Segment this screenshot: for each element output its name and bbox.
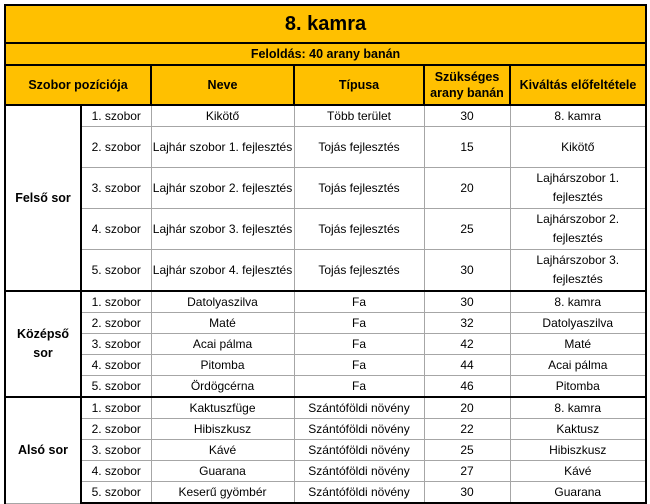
table-row (5, 440, 646, 461)
unlock-prerequisite: Maté (510, 334, 646, 355)
unlock-prerequisite: Pitomba (510, 376, 646, 398)
unlock-prerequisite: Lajhárszobor 2. fejlesztés (510, 209, 646, 250)
row-group-label: Alsó sor (5, 397, 81, 503)
statue-slot: 2. szobor (81, 127, 151, 168)
statue-name: Lajhár szobor 2. fejlesztés (151, 168, 294, 209)
header-required: Szükséges arany banán (424, 65, 510, 105)
statue-slot: 3. szobor (81, 334, 151, 355)
statue-table (4, 4, 647, 504)
header-name: Neve (151, 65, 294, 105)
unlock-prerequisite: Lajhárszobor 1. fejlesztés (510, 168, 646, 209)
unlock-prerequisite: 8. kamra (510, 105, 646, 127)
statue-name: Keserű gyömbér (151, 482, 294, 504)
unlock-prerequisite: Guarana (510, 482, 646, 504)
statue-type: Szántóföldi növény (294, 482, 424, 504)
required-bananas: 44 (424, 355, 510, 376)
table-row (5, 461, 646, 482)
unlock-prerequisite: 8. kamra (510, 397, 646, 419)
unlock-prerequisite: Kikötő (510, 127, 646, 168)
statue-name: Kávé (151, 440, 294, 461)
unlock-prerequisite: Hibiszkusz (510, 440, 646, 461)
table-row (5, 250, 646, 292)
statue-type: Tojás fejlesztés (294, 127, 424, 168)
statue-type: Fa (294, 355, 424, 376)
table-row (5, 334, 646, 355)
table-row (5, 355, 646, 376)
required-bananas: 30 (424, 250, 510, 292)
statue-slot: 5. szobor (81, 482, 151, 504)
statue-name: Maté (151, 313, 294, 334)
statue-slot: 1. szobor (81, 105, 151, 127)
statue-type: Fa (294, 313, 424, 334)
statue-name: Kikötő (151, 105, 294, 127)
unlock-prerequisite: 8. kamra (510, 291, 646, 313)
unlock-prerequisite: Kávé (510, 461, 646, 482)
table-row (5, 376, 646, 398)
required-bananas: 30 (424, 105, 510, 127)
required-bananas: 20 (424, 168, 510, 209)
statue-type: Tojás fejlesztés (294, 209, 424, 250)
header-position: Szobor pozíciója (5, 65, 151, 105)
page-title: 8. kamra (5, 5, 646, 43)
statue-slot: 4. szobor (81, 355, 151, 376)
statue-name: Datolyaszilva (151, 291, 294, 313)
statue-name: Kaktuszfüge (151, 397, 294, 419)
statue-type: Fa (294, 291, 424, 313)
statue-slot: 1. szobor (81, 291, 151, 313)
required-bananas: 30 (424, 291, 510, 313)
required-bananas: 46 (424, 376, 510, 398)
table-row (5, 397, 646, 419)
table-row (5, 168, 646, 209)
row-group-label: Felső sor (5, 105, 81, 291)
statue-slot: 5. szobor (81, 250, 151, 292)
statue-type: Szántóföldi növény (294, 440, 424, 461)
statue-type: Tojás fejlesztés (294, 250, 424, 292)
required-bananas: 22 (424, 419, 510, 440)
table-row (5, 105, 646, 127)
statue-name: Lajhár szobor 4. fejlesztés (151, 250, 294, 292)
statue-type: Fa (294, 376, 424, 398)
statue-type: Fa (294, 334, 424, 355)
statue-name: Lajhár szobor 3. fejlesztés (151, 209, 294, 250)
unlock-prerequisite: Datolyaszilva (510, 313, 646, 334)
statue-name: Guarana (151, 461, 294, 482)
table-row (5, 419, 646, 440)
header-type: Típusa (294, 65, 424, 105)
table-row (5, 313, 646, 334)
unlock-prerequisite: Kaktusz (510, 419, 646, 440)
statue-slot: 3. szobor (81, 440, 151, 461)
statue-type: Szántóföldi növény (294, 397, 424, 419)
statue-name: Pitomba (151, 355, 294, 376)
statue-type: Szántóföldi növény (294, 461, 424, 482)
unlock-prerequisite: Lajhárszobor 3. fejlesztés (510, 250, 646, 292)
statue-slot: 4. szobor (81, 209, 151, 250)
statue-name: Hibiszkusz (151, 419, 294, 440)
statue-slot: 2. szobor (81, 419, 151, 440)
statue-slot: 4. szobor (81, 461, 151, 482)
unlock-cost: Feloldás: 40 arany banán (5, 43, 646, 65)
required-bananas: 27 (424, 461, 510, 482)
required-bananas: 20 (424, 397, 510, 419)
required-bananas: 32 (424, 313, 510, 334)
table-row (5, 291, 646, 313)
required-bananas: 25 (424, 440, 510, 461)
statue-slot: 3. szobor (81, 168, 151, 209)
table-row (5, 127, 646, 168)
row-group-label: Középső sor (5, 291, 81, 397)
table-row (5, 209, 646, 250)
statue-slot: 2. szobor (81, 313, 151, 334)
statue-type: Tojás fejlesztés (294, 168, 424, 209)
header-prereq: Kiváltás előfeltétele (510, 65, 646, 105)
table-body (5, 105, 646, 503)
statue-name: Ördögcérna (151, 376, 294, 398)
statue-slot: 5. szobor (81, 376, 151, 398)
statue-type: Több terület (294, 105, 424, 127)
required-bananas: 42 (424, 334, 510, 355)
statue-name: Acai pálma (151, 334, 294, 355)
table-row (5, 482, 646, 504)
required-bananas: 25 (424, 209, 510, 250)
statue-name: Lajhár szobor 1. fejlesztés (151, 127, 294, 168)
required-bananas: 15 (424, 127, 510, 168)
required-bananas: 30 (424, 482, 510, 504)
unlock-prerequisite: Acai pálma (510, 355, 646, 376)
statue-slot: 1. szobor (81, 397, 151, 419)
statue-type: Szántóföldi növény (294, 419, 424, 440)
